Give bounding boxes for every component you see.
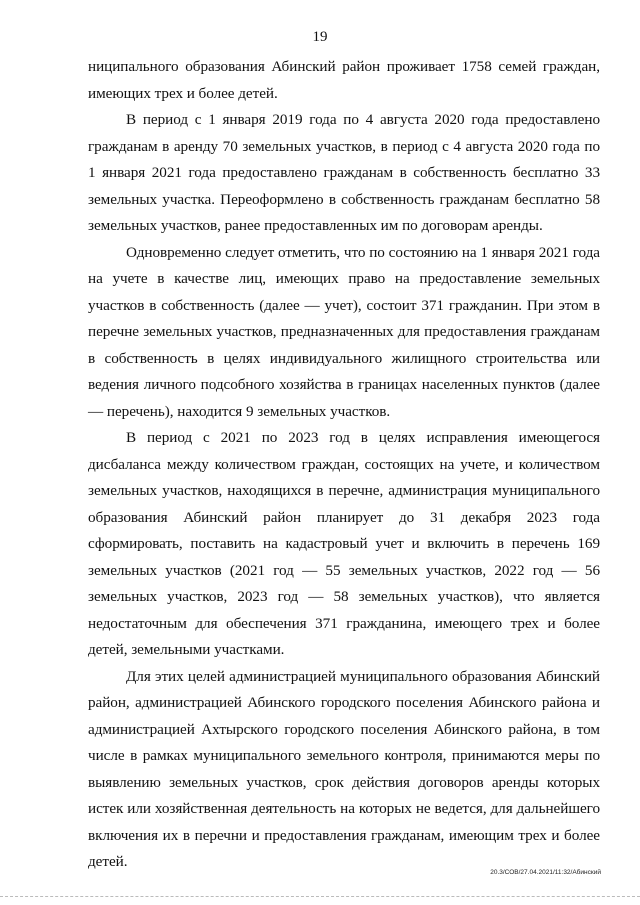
paragraph: ниципального образования Абинский район проживает 1758 семей граждан, имеющих трех и более детей. bbox=[88, 58, 600, 102]
paragraph: В период с 2021 по 2023 год в целях исправления имеющегося дисбаланса между количеством граждан, состоящих на учете, и количеством земельных участков, находящихся в перечне, администрация муниципального образования Абинский район планирует до 31 декабря 2023 года сформировать, поставить на кадастровый учет и включить в перечень 169 земельных участков (2021 год — 55 земельных участков, 2022 год — 56 земельных участков, 2023 год — 58 земельных участков), что является недостаточным для обеспечения 371 гражданина, имеющего трех и более детей, земельными участками. bbox=[88, 429, 600, 658]
footer-stamp: 20.3/СОВ/27.04.2021/11:32/Абинский bbox=[490, 869, 601, 876]
page-number: 19 bbox=[312, 29, 328, 45]
document-body bbox=[88, 54, 600, 876]
scan-edge-line bbox=[0, 896, 640, 897]
paragraph: Для этих целей администрацией муниципального образования Абинский район, администрацией Абинского городского поселения Абинского района и администрацией Ахтырского городского поселения Абинского района, в том числе в рамках муниципального земельного контроля, принимаются меры по выявлению земельных участков, срок действия договоров аренды которых истек или хозяйственная деятельность на которых не ведется, для дальнейшего включения их в перечни и предоставления гражданам, имеющим трех и более детей. bbox=[88, 667, 600, 870]
paragraph: Одновременно следует отметить, что по состоянию на 1 января 2021 года на учете в качестве лиц, имеющих право на предоставление земельных участков в собственность (далее — учет), состоит 371 гражданин. При этом в перечне земельных участков, предназначенных для предоставления гражданам в собственность в целях индивидуального жилищного строительства или ведения личного подсобного хозяйства в границах населенных пунктов (далее — перечень), находится 9 земельных участков. bbox=[88, 243, 600, 420]
paragraph: В период с 1 января 2019 года по 4 августа 2020 года предоставлено гражданам в аренду 70 земельных участков, в период с 4 августа 2020 года по 1 января 2021 года предоставлено гражданам в собственность бесплатно 33 земельных участка. Переоформлено в собственность гражданам бесплатно 58 земельных участков, ранее предоставленных им по договорам аренды. bbox=[88, 111, 600, 234]
